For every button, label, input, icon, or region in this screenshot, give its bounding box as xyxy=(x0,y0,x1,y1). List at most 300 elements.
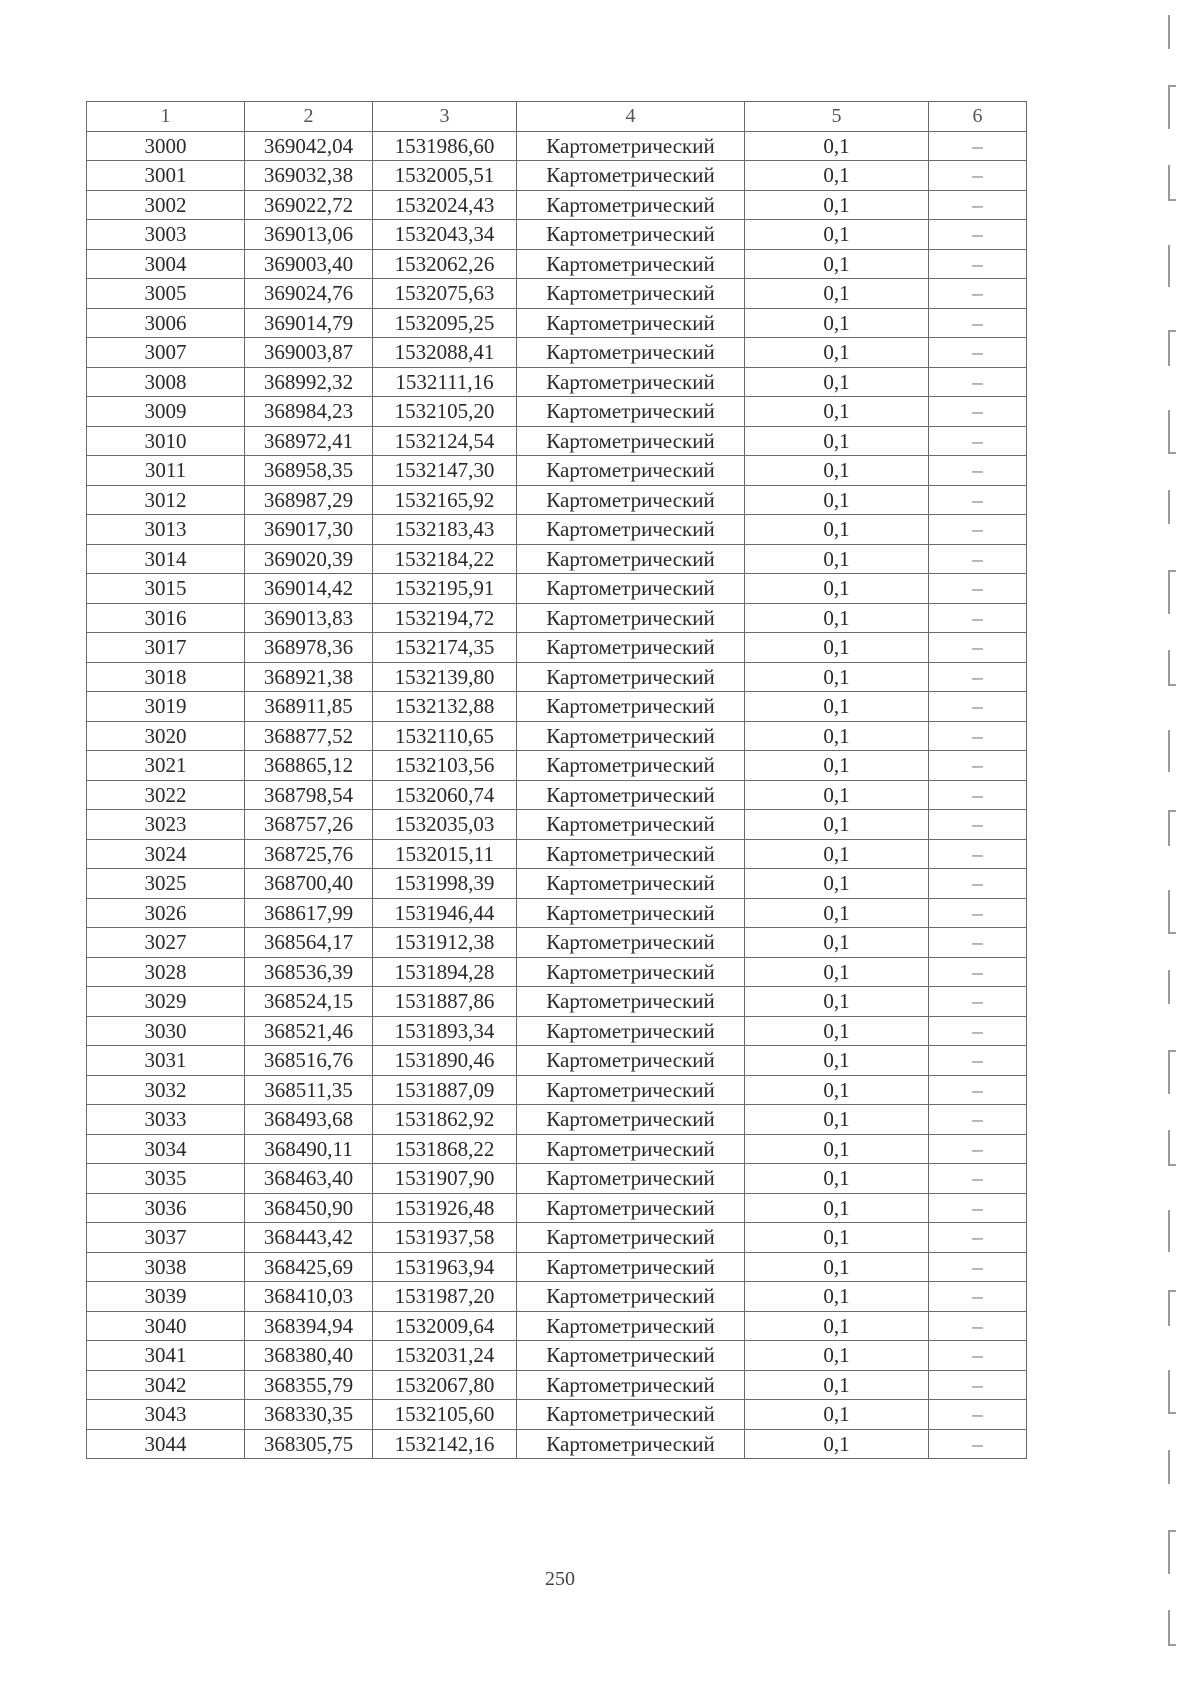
note-cell: – xyxy=(929,1193,1027,1223)
note-cell: – xyxy=(929,338,1027,368)
accuracy-cell: 0,1 xyxy=(745,1311,929,1341)
y-coordinate-cell: 1532105,60 xyxy=(373,1400,517,1430)
accuracy-cell: 0,1 xyxy=(745,1075,929,1105)
method-cell: Картометрический xyxy=(517,987,745,1017)
x-coordinate-cell: 368992,32 xyxy=(245,367,373,397)
table-row xyxy=(87,839,1027,869)
point-number-cell: 3014 xyxy=(87,544,245,574)
x-coordinate-cell: 368443,42 xyxy=(245,1223,373,1253)
point-number-cell: 3041 xyxy=(87,1341,245,1371)
table-body xyxy=(87,131,1027,1459)
method-cell: Картометрический xyxy=(517,1223,745,1253)
y-coordinate-cell: 1532142,16 xyxy=(373,1429,517,1459)
method-cell: Картометрический xyxy=(517,1134,745,1164)
x-coordinate-cell: 368972,41 xyxy=(245,426,373,456)
x-coordinate-cell: 368330,35 xyxy=(245,1400,373,1430)
method-cell: Картометрический xyxy=(517,898,745,928)
y-coordinate-cell: 1532067,80 xyxy=(373,1370,517,1400)
accuracy-cell: 0,1 xyxy=(745,869,929,899)
note-cell: – xyxy=(929,1370,1027,1400)
y-coordinate-cell: 1532035,03 xyxy=(373,810,517,840)
accuracy-cell: 0,1 xyxy=(745,957,929,987)
column-header-1: 1 xyxy=(87,102,245,132)
point-number-cell: 3038 xyxy=(87,1252,245,1282)
y-coordinate-cell: 1531937,58 xyxy=(373,1223,517,1253)
column-header-2: 2 xyxy=(245,102,373,132)
table-row xyxy=(87,1370,1027,1400)
accuracy-cell: 0,1 xyxy=(745,839,929,869)
method-cell: Картометрический xyxy=(517,249,745,279)
point-number-cell: 3025 xyxy=(87,869,245,899)
x-coordinate-cell: 369020,39 xyxy=(245,544,373,574)
y-coordinate-cell: 1531987,20 xyxy=(373,1282,517,1312)
point-number-cell: 3000 xyxy=(87,131,245,161)
x-coordinate-cell: 368700,40 xyxy=(245,869,373,899)
point-number-cell: 3033 xyxy=(87,1105,245,1135)
x-coordinate-cell: 368524,15 xyxy=(245,987,373,1017)
y-coordinate-cell: 1532139,80 xyxy=(373,662,517,692)
y-coordinate-cell: 1532060,74 xyxy=(373,780,517,810)
accuracy-cell: 0,1 xyxy=(745,308,929,338)
note-cell: – xyxy=(929,426,1027,456)
table-row xyxy=(87,751,1027,781)
page-number: 250 xyxy=(545,1568,575,1590)
binding-mark xyxy=(1168,1050,1176,1094)
method-cell: Картометрический xyxy=(517,161,745,191)
method-cell: Картометрический xyxy=(517,131,745,161)
coordinates-table xyxy=(86,101,1027,1459)
column-header-5: 5 xyxy=(745,102,929,132)
y-coordinate-cell: 1531986,60 xyxy=(373,131,517,161)
table-row xyxy=(87,603,1027,633)
point-number-cell: 3027 xyxy=(87,928,245,958)
column-header-6: 6 xyxy=(929,102,1027,132)
table-row xyxy=(87,367,1027,397)
point-number-cell: 3021 xyxy=(87,751,245,781)
note-cell: – xyxy=(929,1046,1027,1076)
method-cell: Картометрический xyxy=(517,1016,745,1046)
table-row xyxy=(87,721,1027,751)
x-coordinate-cell: 368380,40 xyxy=(245,1341,373,1371)
accuracy-cell: 0,1 xyxy=(745,987,929,1017)
point-number-cell: 3016 xyxy=(87,603,245,633)
accuracy-cell: 0,1 xyxy=(745,367,929,397)
accuracy-cell: 0,1 xyxy=(745,1046,929,1076)
method-cell: Картометрический xyxy=(517,1252,745,1282)
accuracy-cell: 0,1 xyxy=(745,1016,929,1046)
point-number-cell: 3004 xyxy=(87,249,245,279)
table-row xyxy=(87,1164,1027,1194)
method-cell: Картометрический xyxy=(517,367,745,397)
binding-mark xyxy=(1168,570,1176,614)
accuracy-cell: 0,1 xyxy=(745,456,929,486)
point-number-cell: 3012 xyxy=(87,485,245,515)
method-cell: Картометрический xyxy=(517,721,745,751)
note-cell: – xyxy=(929,987,1027,1017)
binding-mark xyxy=(1168,890,1176,934)
table-row xyxy=(87,1223,1027,1253)
table-row xyxy=(87,220,1027,250)
x-coordinate-cell: 369042,04 xyxy=(245,131,373,161)
column-header-4: 4 xyxy=(517,102,745,132)
accuracy-cell: 0,1 xyxy=(745,1370,929,1400)
note-cell: – xyxy=(929,161,1027,191)
y-coordinate-cell: 1531907,90 xyxy=(373,1164,517,1194)
table-row xyxy=(87,1193,1027,1223)
method-cell: Картометрический xyxy=(517,426,745,456)
note-cell: – xyxy=(929,397,1027,427)
method-cell: Картометрический xyxy=(517,220,745,250)
table-row xyxy=(87,869,1027,899)
note-cell: – xyxy=(929,603,1027,633)
x-coordinate-cell: 368984,23 xyxy=(245,397,373,427)
accuracy-cell: 0,1 xyxy=(745,692,929,722)
accuracy-cell: 0,1 xyxy=(745,544,929,574)
method-cell: Картометрический xyxy=(517,633,745,663)
table-row xyxy=(87,1429,1027,1459)
method-cell: Картометрический xyxy=(517,190,745,220)
y-coordinate-cell: 1531963,94 xyxy=(373,1252,517,1282)
table-row xyxy=(87,1105,1027,1135)
x-coordinate-cell: 368911,85 xyxy=(245,692,373,722)
method-cell: Картометрический xyxy=(517,810,745,840)
y-coordinate-cell: 1532015,11 xyxy=(373,839,517,869)
point-number-cell: 3040 xyxy=(87,1311,245,1341)
y-coordinate-cell: 1532075,63 xyxy=(373,279,517,309)
point-number-cell: 3043 xyxy=(87,1400,245,1430)
note-cell: – xyxy=(929,574,1027,604)
method-cell: Картометрический xyxy=(517,397,745,427)
x-coordinate-cell: 368394,94 xyxy=(245,1311,373,1341)
y-coordinate-cell: 1532124,54 xyxy=(373,426,517,456)
binding-mark xyxy=(1168,330,1176,366)
y-coordinate-cell: 1531893,34 xyxy=(373,1016,517,1046)
method-cell: Картометрический xyxy=(517,485,745,515)
point-number-cell: 3032 xyxy=(87,1075,245,1105)
point-number-cell: 3002 xyxy=(87,190,245,220)
note-cell: – xyxy=(929,692,1027,722)
y-coordinate-cell: 1532183,43 xyxy=(373,515,517,545)
point-number-cell: 3005 xyxy=(87,279,245,309)
method-cell: Картометрический xyxy=(517,662,745,692)
note-cell: – xyxy=(929,131,1027,161)
note-cell: – xyxy=(929,220,1027,250)
point-number-cell: 3020 xyxy=(87,721,245,751)
x-coordinate-cell: 368987,29 xyxy=(245,485,373,515)
point-number-cell: 3030 xyxy=(87,1016,245,1046)
accuracy-cell: 0,1 xyxy=(745,1164,929,1194)
x-coordinate-cell: 368958,35 xyxy=(245,456,373,486)
binding-mark xyxy=(1168,1450,1176,1484)
x-coordinate-cell: 369017,30 xyxy=(245,515,373,545)
note-cell: – xyxy=(929,957,1027,987)
table-row xyxy=(87,1400,1027,1430)
point-number-cell: 3026 xyxy=(87,898,245,928)
y-coordinate-cell: 1532111,16 xyxy=(373,367,517,397)
method-cell: Картометрический xyxy=(517,1105,745,1135)
point-number-cell: 3039 xyxy=(87,1282,245,1312)
table-row xyxy=(87,1252,1027,1282)
point-number-cell: 3028 xyxy=(87,957,245,987)
binding-mark xyxy=(1168,1610,1176,1646)
point-number-cell: 3023 xyxy=(87,810,245,840)
accuracy-cell: 0,1 xyxy=(745,898,929,928)
accuracy-cell: 0,1 xyxy=(745,1341,929,1371)
y-coordinate-cell: 1532132,88 xyxy=(373,692,517,722)
accuracy-cell: 0,1 xyxy=(745,426,929,456)
y-coordinate-cell: 1532024,43 xyxy=(373,190,517,220)
note-cell: – xyxy=(929,1311,1027,1341)
method-cell: Картометрический xyxy=(517,515,745,545)
x-coordinate-cell: 368877,52 xyxy=(245,721,373,751)
method-cell: Картометрический xyxy=(517,456,745,486)
table-row xyxy=(87,898,1027,928)
y-coordinate-cell: 1532095,25 xyxy=(373,308,517,338)
method-cell: Картометрический xyxy=(517,574,745,604)
x-coordinate-cell: 368463,40 xyxy=(245,1164,373,1194)
x-coordinate-cell: 368490,11 xyxy=(245,1134,373,1164)
x-coordinate-cell: 368450,90 xyxy=(245,1193,373,1223)
note-cell: – xyxy=(929,869,1027,899)
note-cell: – xyxy=(929,190,1027,220)
table-row xyxy=(87,456,1027,486)
method-cell: Картометрический xyxy=(517,692,745,722)
table-row xyxy=(87,544,1027,574)
method-cell: Картометрический xyxy=(517,869,745,899)
y-coordinate-cell: 1531887,09 xyxy=(373,1075,517,1105)
y-coordinate-cell: 1532009,64 xyxy=(373,1311,517,1341)
x-coordinate-cell: 368798,54 xyxy=(245,780,373,810)
table-row xyxy=(87,131,1027,161)
point-number-cell: 3008 xyxy=(87,367,245,397)
accuracy-cell: 0,1 xyxy=(745,1429,929,1459)
accuracy-cell: 0,1 xyxy=(745,751,929,781)
note-cell: – xyxy=(929,1223,1027,1253)
binding-mark xyxy=(1168,245,1176,287)
note-cell: – xyxy=(929,780,1027,810)
note-cell: – xyxy=(929,515,1027,545)
table-row xyxy=(87,1075,1027,1105)
x-coordinate-cell: 368493,68 xyxy=(245,1105,373,1135)
point-number-cell: 3035 xyxy=(87,1164,245,1194)
x-coordinate-cell: 369014,79 xyxy=(245,308,373,338)
table-row xyxy=(87,308,1027,338)
y-coordinate-cell: 1532105,20 xyxy=(373,397,517,427)
note-cell: – xyxy=(929,1075,1027,1105)
method-cell: Картометрический xyxy=(517,603,745,633)
binding-mark xyxy=(1168,410,1176,454)
method-cell: Картометрический xyxy=(517,1370,745,1400)
table-row xyxy=(87,633,1027,663)
table-row xyxy=(87,249,1027,279)
binding-mark xyxy=(1168,650,1176,686)
y-coordinate-cell: 1532043,34 xyxy=(373,220,517,250)
table-row xyxy=(87,515,1027,545)
accuracy-cell: 0,1 xyxy=(745,1282,929,1312)
x-coordinate-cell: 369013,06 xyxy=(245,220,373,250)
binding-mark xyxy=(1168,85,1176,129)
note-cell: – xyxy=(929,1016,1027,1046)
point-number-cell: 3044 xyxy=(87,1429,245,1459)
y-coordinate-cell: 1531912,38 xyxy=(373,928,517,958)
method-cell: Картометрический xyxy=(517,1400,745,1430)
y-coordinate-cell: 1531926,48 xyxy=(373,1193,517,1223)
point-number-cell: 3006 xyxy=(87,308,245,338)
point-number-cell: 3009 xyxy=(87,397,245,427)
table-row xyxy=(87,574,1027,604)
binding-mark xyxy=(1168,970,1176,1004)
y-coordinate-cell: 1532165,92 xyxy=(373,485,517,515)
note-cell: – xyxy=(929,1164,1027,1194)
point-number-cell: 3011 xyxy=(87,456,245,486)
table-row xyxy=(87,426,1027,456)
accuracy-cell: 0,1 xyxy=(745,220,929,250)
method-cell: Картометрический xyxy=(517,1193,745,1223)
accuracy-cell: 0,1 xyxy=(745,1400,929,1430)
method-cell: Картометрический xyxy=(517,1282,745,1312)
note-cell: – xyxy=(929,367,1027,397)
y-coordinate-cell: 1532005,51 xyxy=(373,161,517,191)
method-cell: Картометрический xyxy=(517,928,745,958)
y-coordinate-cell: 1531894,28 xyxy=(373,957,517,987)
binding-mark xyxy=(1168,165,1176,201)
binding-mark xyxy=(1168,1290,1176,1326)
table-row xyxy=(87,1046,1027,1076)
method-cell: Картометрический xyxy=(517,1429,745,1459)
x-coordinate-cell: 368516,76 xyxy=(245,1046,373,1076)
accuracy-cell: 0,1 xyxy=(745,279,929,309)
note-cell: – xyxy=(929,633,1027,663)
table-row xyxy=(87,485,1027,515)
accuracy-cell: 0,1 xyxy=(745,928,929,958)
method-cell: Картометрический xyxy=(517,751,745,781)
point-number-cell: 3018 xyxy=(87,662,245,692)
point-number-cell: 3036 xyxy=(87,1193,245,1223)
y-coordinate-cell: 1531868,22 xyxy=(373,1134,517,1164)
binding-mark xyxy=(1168,1370,1176,1414)
y-coordinate-cell: 1532194,72 xyxy=(373,603,517,633)
method-cell: Картометрический xyxy=(517,1164,745,1194)
accuracy-cell: 0,1 xyxy=(745,574,929,604)
accuracy-cell: 0,1 xyxy=(745,131,929,161)
note-cell: – xyxy=(929,279,1027,309)
note-cell: – xyxy=(929,721,1027,751)
point-number-cell: 3042 xyxy=(87,1370,245,1400)
method-cell: Картометрический xyxy=(517,1046,745,1076)
method-cell: Картометрический xyxy=(517,279,745,309)
table-row xyxy=(87,161,1027,191)
accuracy-cell: 0,1 xyxy=(745,1223,929,1253)
note-cell: – xyxy=(929,810,1027,840)
y-coordinate-cell: 1532031,24 xyxy=(373,1341,517,1371)
binding-mark xyxy=(1168,730,1176,772)
note-cell: – xyxy=(929,456,1027,486)
note-cell: – xyxy=(929,485,1027,515)
table-row xyxy=(87,780,1027,810)
y-coordinate-cell: 1531887,86 xyxy=(373,987,517,1017)
note-cell: – xyxy=(929,662,1027,692)
header-row xyxy=(87,102,1027,132)
method-cell: Картометрический xyxy=(517,1075,745,1105)
x-coordinate-cell: 369013,83 xyxy=(245,603,373,633)
table-row xyxy=(87,928,1027,958)
note-cell: – xyxy=(929,1341,1027,1371)
point-number-cell: 3015 xyxy=(87,574,245,604)
note-cell: – xyxy=(929,1429,1027,1459)
point-number-cell: 3001 xyxy=(87,161,245,191)
y-coordinate-cell: 1532184,22 xyxy=(373,544,517,574)
accuracy-cell: 0,1 xyxy=(745,485,929,515)
x-coordinate-cell: 368564,17 xyxy=(245,928,373,958)
y-coordinate-cell: 1532195,91 xyxy=(373,574,517,604)
accuracy-cell: 0,1 xyxy=(745,1193,929,1223)
point-number-cell: 3013 xyxy=(87,515,245,545)
x-coordinate-cell: 369024,76 xyxy=(245,279,373,309)
y-coordinate-cell: 1531998,39 xyxy=(373,869,517,899)
note-cell: – xyxy=(929,928,1027,958)
y-coordinate-cell: 1532110,65 xyxy=(373,721,517,751)
method-cell: Картометрический xyxy=(517,308,745,338)
x-coordinate-cell: 368536,39 xyxy=(245,957,373,987)
binding-mark xyxy=(1168,15,1176,49)
y-coordinate-cell: 1531890,46 xyxy=(373,1046,517,1076)
binding-mark xyxy=(1168,490,1176,524)
note-cell: – xyxy=(929,1252,1027,1282)
table-row xyxy=(87,662,1027,692)
point-number-cell: 3024 xyxy=(87,839,245,869)
table-row xyxy=(87,279,1027,309)
table-row xyxy=(87,338,1027,368)
table-header xyxy=(87,102,1027,132)
point-number-cell: 3017 xyxy=(87,633,245,663)
point-number-cell: 3037 xyxy=(87,1223,245,1253)
note-cell: – xyxy=(929,308,1027,338)
point-number-cell: 3003 xyxy=(87,220,245,250)
note-cell: – xyxy=(929,1105,1027,1135)
x-coordinate-cell: 368521,46 xyxy=(245,1016,373,1046)
note-cell: – xyxy=(929,898,1027,928)
method-cell: Картометрический xyxy=(517,780,745,810)
note-cell: – xyxy=(929,544,1027,574)
note-cell: – xyxy=(929,1400,1027,1430)
accuracy-cell: 0,1 xyxy=(745,397,929,427)
x-coordinate-cell: 368978,36 xyxy=(245,633,373,663)
table-row xyxy=(87,692,1027,722)
accuracy-cell: 0,1 xyxy=(745,721,929,751)
x-coordinate-cell: 368921,38 xyxy=(245,662,373,692)
note-cell: – xyxy=(929,1134,1027,1164)
table-row xyxy=(87,1016,1027,1046)
x-coordinate-cell: 369003,40 xyxy=(245,249,373,279)
accuracy-cell: 0,1 xyxy=(745,515,929,545)
x-coordinate-cell: 368757,26 xyxy=(245,810,373,840)
method-cell: Картометрический xyxy=(517,957,745,987)
accuracy-cell: 0,1 xyxy=(745,1252,929,1282)
point-number-cell: 3010 xyxy=(87,426,245,456)
table-row xyxy=(87,397,1027,427)
accuracy-cell: 0,1 xyxy=(745,1134,929,1164)
accuracy-cell: 0,1 xyxy=(745,190,929,220)
table-row xyxy=(87,1134,1027,1164)
table-row xyxy=(87,987,1027,1017)
binding-mark xyxy=(1168,1530,1176,1574)
y-coordinate-cell: 1532147,30 xyxy=(373,456,517,486)
note-cell: – xyxy=(929,1282,1027,1312)
binding-mark xyxy=(1168,1130,1176,1166)
point-number-cell: 3031 xyxy=(87,1046,245,1076)
accuracy-cell: 0,1 xyxy=(745,338,929,368)
y-coordinate-cell: 1532103,56 xyxy=(373,751,517,781)
